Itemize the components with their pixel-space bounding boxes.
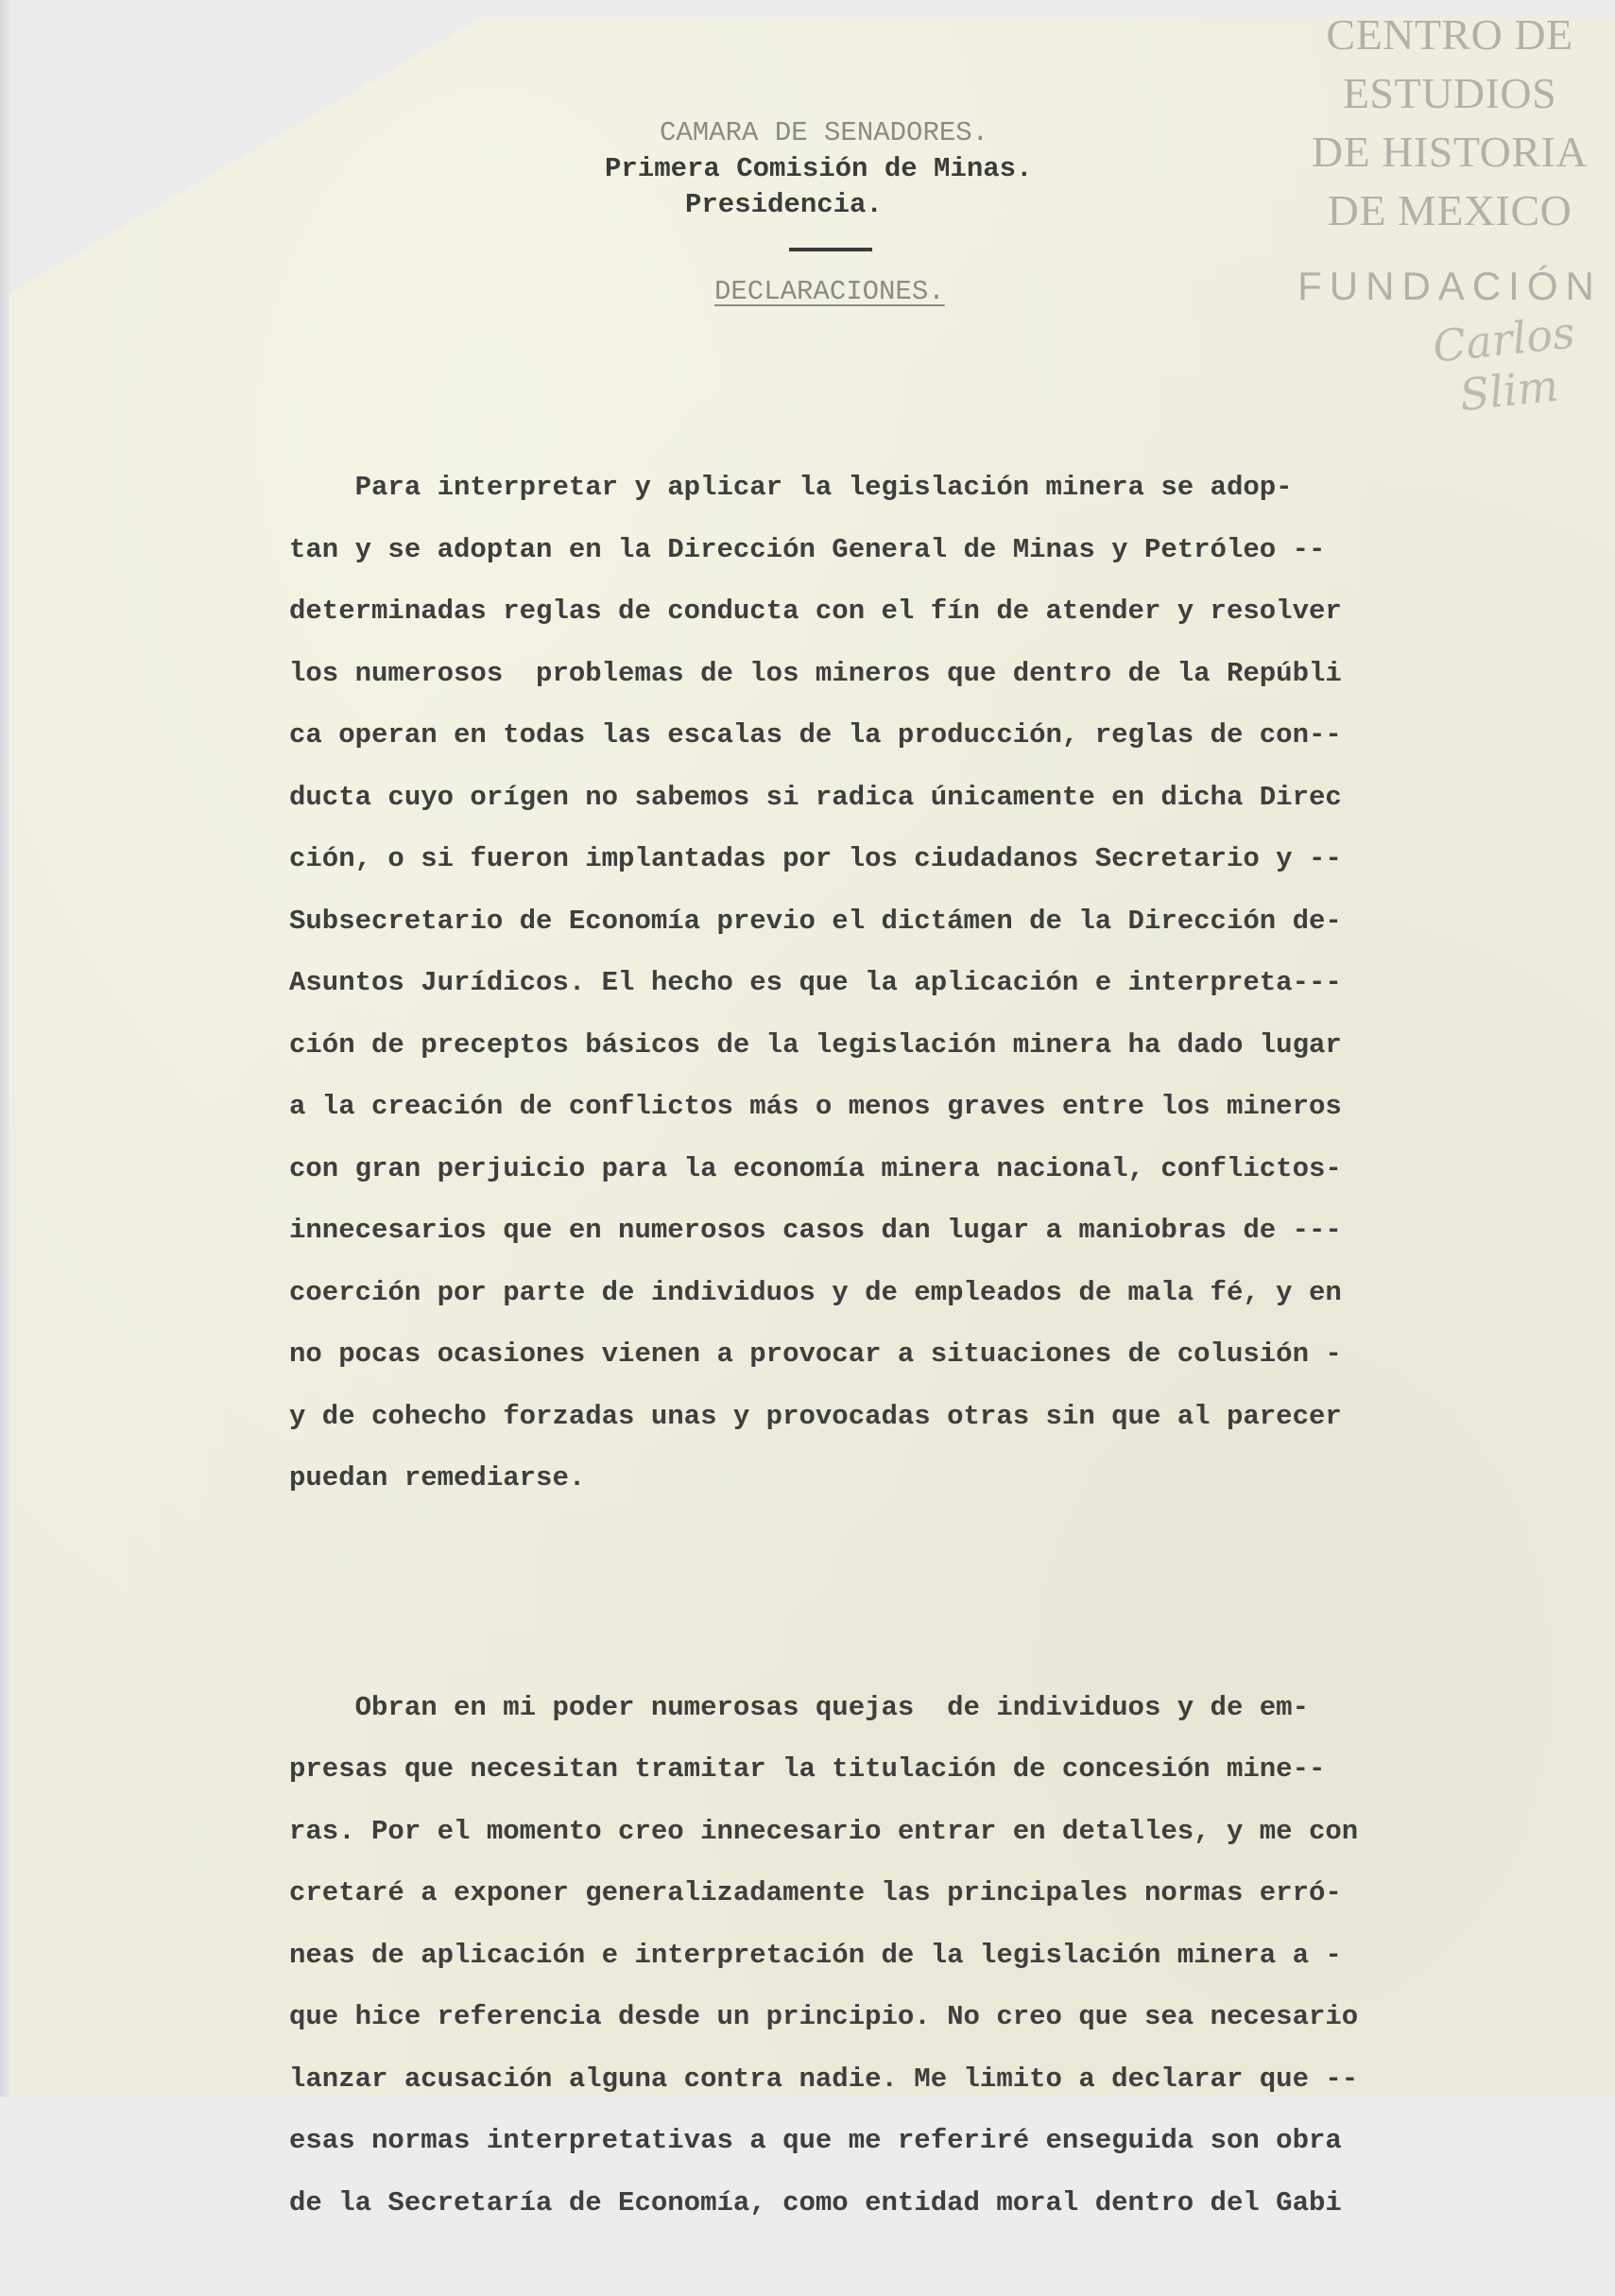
text-line: esas normas interpretativas a que me referiré enseguida son obra: [289, 2125, 1342, 2156]
watermark-line: DE MEXICO: [1327, 186, 1572, 234]
text-line: lanzar acusación alguna contra nadie. Me limito a declarar que --: [289, 2063, 1359, 2095]
text-line: Obran en mi poder numerosas quejas de individuos y de em-: [289, 1691, 1309, 1723]
letterhead-office: Presidencia.: [685, 189, 883, 220]
watermark-signature: Carlos Slim: [1430, 306, 1577, 422]
text-line: neas de aplicación e interpretación de la legislación minera a -: [289, 1939, 1342, 1971]
paragraph-2: [289, 1677, 1518, 2235]
header-divider: [789, 248, 872, 251]
text-line: ción de preceptos básicos de la legislación minera ha dado lugar: [289, 1028, 1342, 1061]
text-line: Asuntos Jurídicos. El hecho es que la aplicación e interpreta---: [289, 967, 1342, 998]
letterhead: [529, 115, 1191, 223]
document-body: [289, 333, 1518, 2296]
text-line: y de cohecho forzadas unas y provocadas otras sin que al parecer: [289, 1400, 1342, 1432]
watermark-line: ESTUDIOS: [1342, 69, 1557, 117]
text-line: Subsecretario de Economía previo el dictámen de la Dirección de-: [289, 905, 1342, 937]
text-line: ca operan en todas las escalas de la producción, reglas de con--: [289, 719, 1342, 751]
text-line: que hice referencia desde un principio. No creo que sea necesario: [289, 2001, 1359, 2032]
text-line: determinadas reglas de conducta con el fín de atender y resolver: [289, 596, 1342, 627]
text-line: ducta cuyo orígen no sabemos si radica únicamente en dicha Direc: [289, 781, 1342, 813]
letterhead-commission: Primera Comisión de Minas.: [605, 153, 1033, 184]
paragraph-1: [289, 457, 1518, 1510]
watermark-line: CENTRO DE: [1326, 10, 1573, 59]
text-line: Para interpretar y aplicar la legislación minera se adop-: [289, 472, 1293, 503]
text-line: innecesarios que en numerosos casos dan lugar a maniobras de ---: [289, 1215, 1342, 1246]
text-line: presas que necesitan tramitar la titulación de concesión mine--: [289, 1753, 1326, 1785]
text-line: a la creación de conflictos más o menos graves entre los mineros: [289, 1091, 1342, 1122]
text-line: los numerosos problemas de los mineros que dentro de la Repúbli: [289, 657, 1342, 689]
text-line: tan y se adoptan en la Dirección General de Minas y Petróleo --: [289, 533, 1326, 565]
text-line: con gran perjuicio para la economía minera nacional, conflictos-: [289, 1152, 1342, 1184]
text-line: cretaré a exponer generalizadamente las principales normas erró-: [289, 1877, 1342, 1908]
text-line: ras. Por el momento creo innecesario entrar en detalles, y me con: [289, 1815, 1359, 1847]
watermark-foundation: FUNDACIÓN: [1297, 264, 1602, 308]
text-line: coerción por parte de individuos y de empleados de mala fé, y en: [289, 1276, 1342, 1308]
letterhead-chamber: CAMARA DE SENADORES.: [660, 117, 989, 148]
document-heading: DECLARACIONES.: [714, 276, 945, 307]
text-line: de la Secretaría de Economía, como entidad moral dentro del Gabi: [289, 2186, 1342, 2218]
text-line: ción, o si fueron implantadas por los ciudadanos Secretario y --: [289, 843, 1342, 874]
text-line: no pocas ocasiones vienen a provocar a situaciones de colusión -: [289, 1338, 1342, 1370]
text-line: puedan remediarse.: [289, 1462, 586, 1493]
watermark-line: DE HISTORIA: [1311, 128, 1589, 176]
